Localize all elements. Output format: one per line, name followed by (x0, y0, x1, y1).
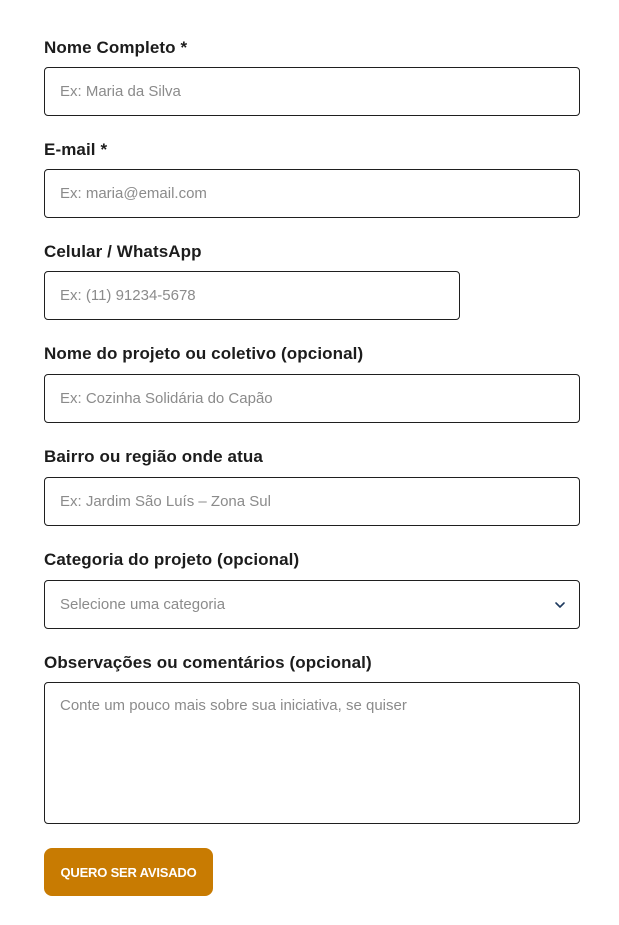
email-input[interactable] (44, 169, 580, 218)
phone-input[interactable] (44, 271, 460, 320)
chevron-down-icon (554, 599, 566, 611)
region-label: Bairro ou região onde atua (44, 447, 263, 466)
category-selected-value: Selecione uma categoria (60, 596, 226, 613)
submit-button[interactable]: QUERO SER AVISADO (44, 848, 213, 896)
project-label: Nome do projeto ou coletivo (opcional) (44, 344, 364, 363)
notes-label: Observações ou comentários (opcional) (44, 653, 372, 672)
category-select[interactable] (44, 580, 580, 629)
notes-textarea[interactable] (44, 682, 580, 824)
category-label: Categoria do projeto (opcional) (44, 550, 300, 569)
project-input[interactable] (44, 374, 580, 423)
phone-label: Celular / WhatsApp (44, 242, 202, 261)
email-label: E-mail * (44, 140, 108, 159)
region-input[interactable] (44, 477, 580, 526)
name-label: Nome Completo * (44, 38, 188, 57)
name-input[interactable] (44, 67, 580, 116)
